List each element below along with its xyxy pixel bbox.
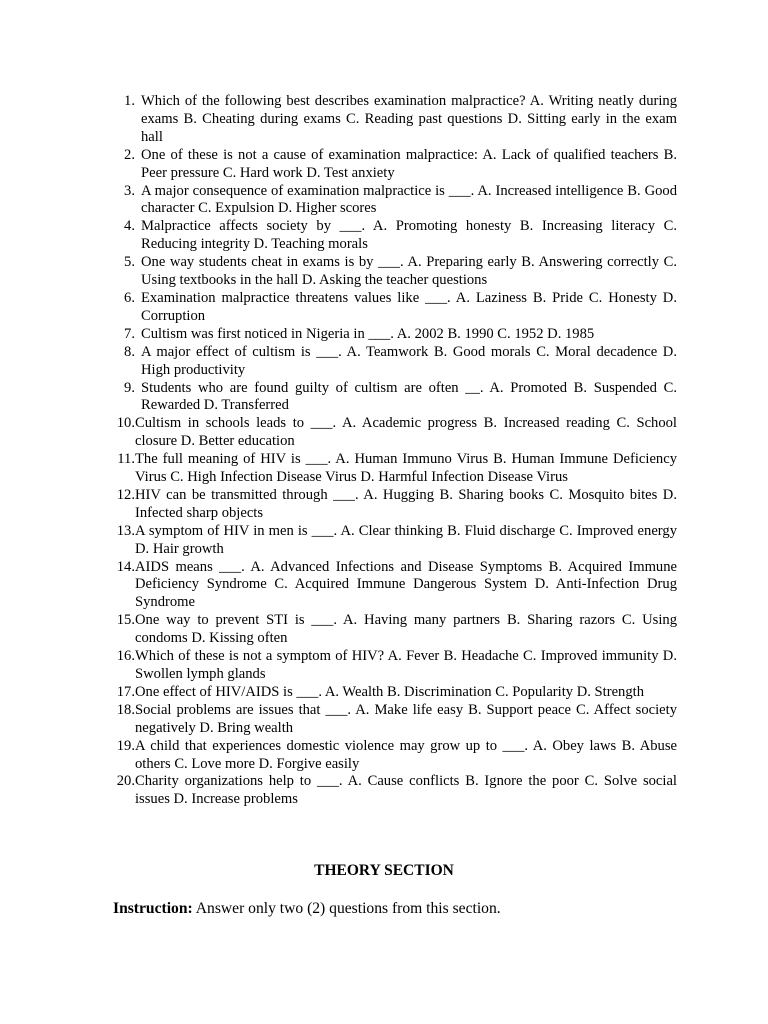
question-item (113, 451, 677, 487)
question-number: 4. (124, 218, 135, 235)
question-text: The full meaning of HIV is ___. A. Human Immuno Virus B. Human Immune Deficiency Virus C. High Infection Disease Virus D. Harmful Infection Disease Virus (135, 451, 677, 486)
question-item (113, 773, 677, 809)
question-number: 6. (124, 289, 135, 306)
question-text: Cultism in schools leads to ___. A. Academic progress B. Increased reading C. School closure D. Better education (135, 415, 677, 450)
question-item (113, 290, 677, 326)
question-item (113, 254, 677, 290)
question-text: Examination malpractice threatens values like ___. A. Laziness B. Pride C. Honesty D. Corruption (141, 289, 677, 324)
question-item (113, 415, 677, 451)
question-item (113, 380, 677, 416)
question-number: 14. (116, 558, 135, 575)
question-item (113, 523, 677, 559)
question-text: One effect of HIV/AIDS is ___. A. Wealth B. Discrimination C. Popularity D. Strength (135, 683, 645, 700)
question-text: One way to prevent STI is ___. A. Having many partners B. Sharing razors C. Using condoms D. Kissing often (135, 612, 677, 647)
instruction-text: Answer only two (2) questions from this section. (192, 900, 501, 917)
question-text: A major effect of cultism is ___. A. Teamwork B. Good morals C. Moral decadence D. High productivity (141, 343, 677, 378)
question-item (113, 93, 677, 147)
question-text: HIV can be transmitted through ___. A. Hugging B. Sharing books C. Mosquito bites D. Infected sharp objects (135, 486, 677, 521)
question-text: Malpractice affects society by ___. A. Promoting honesty B. Increasing literacy C. Reducing integrity D. Teaching morals (141, 218, 677, 253)
question-item (113, 702, 677, 738)
question-item (113, 684, 677, 702)
question-item (113, 612, 677, 648)
theory-section-heading: THEORY SECTION (314, 862, 454, 879)
question-text: One way students cheat in exams is by ___. A. Preparing early B. Answering correctly C. Using textbooks in the hall D. Asking the teacher questions (141, 254, 677, 289)
question-item (113, 218, 677, 254)
question-text: Charity organizations help to ___. A. Cause conflicts B. Ignore the poor C. Solve social issues D. Increase problems (135, 773, 677, 808)
objective-questions-list (113, 93, 677, 809)
question-text: One of these is not a cause of examination malpractice: A. Lack of qualified teachers B. Peer pressure C. Hard work D. Test anxiety (141, 146, 677, 181)
question-number: 5. (124, 254, 135, 271)
question-item (113, 738, 677, 774)
question-item (113, 147, 677, 183)
question-item (113, 183, 677, 219)
theory-instruction (113, 900, 713, 918)
question-text: Social problems are issues that ___. A. Make life easy B. Support peace C. Affect society negatively D. Bring wealth (135, 701, 677, 736)
question-text: A child that experiences domestic violence may grow up to ___. A. Obey laws B. Abuse others C. Love more D. Forgive easily (135, 737, 677, 772)
question-number: 7. (124, 325, 135, 342)
instruction-label: Instruction: (113, 900, 193, 917)
question-text: AIDS means ___. A. Advanced Infections and Disease Symptoms B. Acquired Immune Deficiency Syndrome C. Acquired Immune Dangerous System D. Anti-Infection Drug Syndrome (135, 558, 677, 611)
question-number: 10. (116, 415, 135, 432)
question-number: 9. (124, 379, 135, 396)
question-text: A major consequence of examination malpractice is ___. A. Increased intelligence B. Good character C. Expulsion D. Higher scores (141, 182, 677, 217)
question-item (113, 326, 677, 344)
question-number: 15. (116, 612, 135, 629)
question-number: 3. (124, 182, 135, 199)
question-number: 19. (116, 737, 135, 754)
question-text: A symptom of HIV in men is ___. A. Clear thinking B. Fluid discharge C. Improved energy D. Hair growth (135, 522, 677, 557)
question-item (113, 344, 677, 380)
question-number: 17. (116, 683, 135, 700)
question-number: 1. (124, 93, 135, 109)
question-number: 13. (116, 522, 135, 539)
question-number: 8. (124, 343, 135, 360)
question-text: Students who are found guilty of cultism are often __. A. Promoted B. Suspended C. Rewarded D. Transferred (141, 379, 677, 414)
question-number: 16. (116, 648, 135, 665)
question-number: 20. (116, 773, 135, 790)
question-item (113, 559, 677, 613)
question-number: 2. (124, 146, 135, 163)
question-number: 12. (116, 486, 135, 503)
question-text: Which of the following best describes examination malpractice? A. Writing neatly during exams B. Cheating during exams C. Reading past questions D. Sitting early in the exam hall (141, 93, 677, 145)
question-text: Cultism was first noticed in Nigeria in ___. A. 2002 B. 1990 C. 1952 D. 1985 (141, 325, 595, 342)
question-item (113, 648, 677, 684)
question-text: Which of these is not a symptom of HIV? A. Fever B. Headache C. Improved immunity D. Swollen lymph glands (135, 648, 677, 682)
question-number: 11. (117, 451, 135, 468)
question-number: 18. (116, 701, 135, 718)
question-item (113, 487, 677, 523)
